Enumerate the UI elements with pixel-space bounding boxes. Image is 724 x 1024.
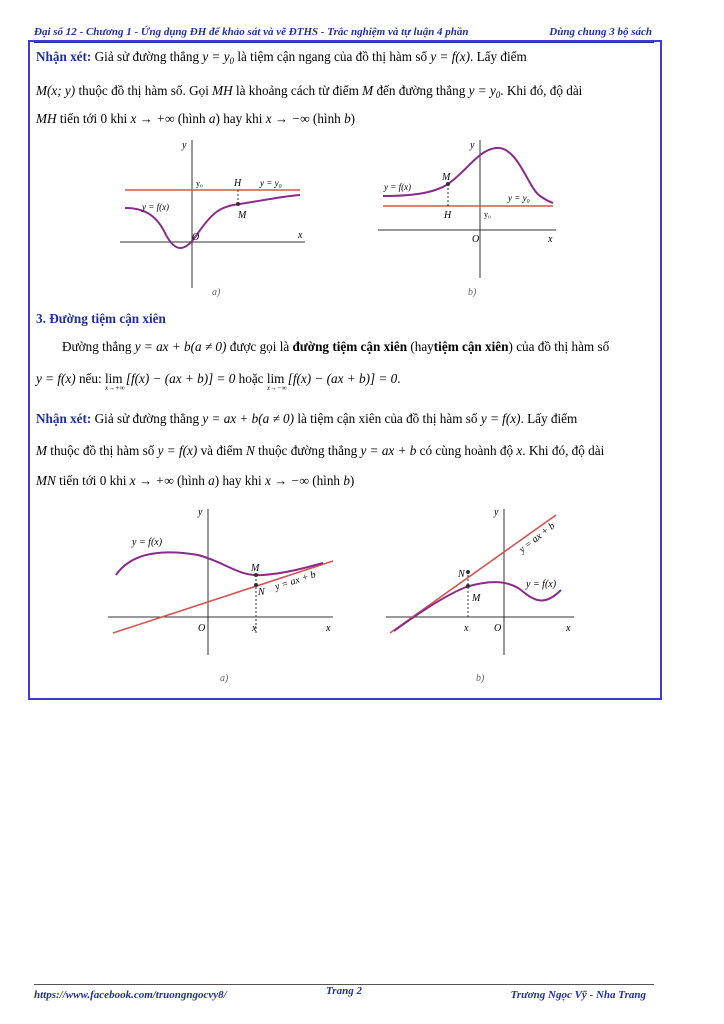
eq: y = y — [468, 83, 496, 98]
text: đến đường thẳng — [376, 83, 466, 98]
page-footer — [34, 984, 654, 1003]
eq: MN — [36, 473, 56, 488]
label-o: O — [472, 234, 480, 245]
text: . Lấy điểm — [520, 411, 578, 426]
label-fx: y = f(x) — [142, 202, 170, 212]
text: nếu: — [78, 371, 102, 386]
text: Giả sử đường thẳng — [94, 411, 200, 426]
label-n: N — [458, 569, 465, 580]
eq: y = f(x) — [430, 49, 470, 64]
text: ) — [350, 111, 356, 126]
label-y0: y₀ — [484, 210, 491, 219]
remark-1 — [36, 48, 656, 70]
text: ) hay khi — [214, 473, 262, 488]
label-m: M — [442, 172, 451, 183]
label-o: O — [198, 623, 206, 634]
text: thuộc đường thẳng — [258, 443, 358, 458]
eq: x — [516, 443, 523, 458]
label-m: M — [251, 563, 260, 574]
eq: x → +∞ — [130, 111, 175, 126]
label-y: y — [470, 140, 475, 151]
remark-2-line3 — [36, 472, 656, 490]
label-xval: x — [252, 623, 257, 634]
text: ) của đồ thị hàm số — [508, 339, 610, 354]
page-number: Trang 2 — [326, 985, 362, 997]
label-h: H — [234, 178, 242, 189]
footer-link[interactable]: https://www.facebook.com/truongngocvy8/ — [34, 989, 227, 1001]
eq: x → −∞ — [264, 473, 309, 488]
eq: a — [208, 111, 216, 126]
label-y0: y₀ — [196, 179, 203, 188]
label-y: y — [198, 507, 203, 518]
text: Đường thẳng — [62, 339, 132, 354]
text: đường tiệm cận xiên — [292, 339, 408, 354]
caption-b: b) — [476, 673, 485, 684]
text: là tiệm cận xiên của đồ thị hàm số — [297, 411, 478, 426]
eq: MH — [36, 111, 57, 126]
text: (hình — [177, 473, 205, 488]
text: được gọi là — [229, 339, 290, 354]
text: là tiệm cận ngang của đồ thị hàm số — [237, 49, 428, 64]
section3-line1 — [36, 338, 656, 356]
figure-1a — [120, 138, 310, 298]
label-o: O — [494, 623, 502, 634]
text: . — [397, 371, 401, 386]
eq: [f(x) − (ax + b)] = 0 — [287, 371, 398, 386]
text: tiến tới 0 khi — [59, 111, 128, 126]
limit-2 — [266, 370, 287, 392]
eq: MH — [212, 83, 233, 98]
asymptote-line — [113, 561, 333, 633]
label-x: x — [566, 623, 571, 634]
text: (hình — [312, 111, 341, 126]
text: là khoảng cách từ điểm — [235, 83, 359, 98]
caption-a: a) — [220, 673, 229, 684]
eq-y0: $y = y_0$ — [468, 83, 501, 100]
label-n: N — [258, 587, 265, 598]
eq: x→−∞ — [266, 384, 287, 392]
text: thuộc đồ thị hàm số — [50, 443, 155, 458]
label-fx: y = f(x) — [526, 579, 557, 590]
eq: b — [343, 473, 350, 488]
section-title: 3. Đường tiệm cận xiên — [36, 311, 166, 326]
label-x: x — [298, 230, 303, 241]
label-m: M — [238, 210, 247, 221]
eq: N — [246, 443, 255, 458]
figure-2a — [108, 505, 340, 690]
eq: y = f(x) — [157, 443, 198, 458]
text: (hình — [312, 473, 341, 488]
eq: y = y — [202, 49, 230, 64]
text: có cùng hoành độ — [419, 443, 514, 458]
text: ) hay khi — [215, 111, 263, 126]
remark-2 — [36, 410, 656, 428]
remark-1-line3 — [36, 110, 656, 128]
text: tiến tới 0 khi — [59, 473, 127, 488]
remark-2-line2 — [36, 442, 656, 460]
eq: y = ax + b — [360, 443, 417, 458]
header-title: Đại số 12 - Chương 1 - Ứng dụng ĐH để khảo sát và vẽ ĐTHS - Trắc nghiệm và tự luận 4 phần — [34, 26, 469, 38]
label-x: x — [548, 234, 553, 245]
label-line: y = ax + b — [517, 520, 558, 556]
label-fx: y = f(x) — [132, 537, 163, 548]
eq: a — [208, 473, 215, 488]
point-m — [466, 584, 470, 588]
eq: y = f(x) — [480, 411, 521, 426]
eq: M — [362, 83, 374, 98]
section3-line2 — [36, 370, 656, 392]
figure-2b — [386, 505, 578, 690]
text: . Lấy điểm — [470, 49, 527, 64]
eq-y0: $y = y_0$ — [202, 49, 235, 66]
text: hoặc — [238, 371, 264, 386]
text: . Khi đó, độ dài — [522, 443, 605, 458]
label-y: y — [182, 140, 187, 151]
text: tiệm cận xiên — [433, 339, 509, 354]
label-o: O — [192, 232, 200, 243]
label-m: M — [472, 593, 481, 604]
text: ) — [349, 473, 355, 488]
eq: y = f(x) — [36, 371, 76, 386]
label-x: x — [326, 623, 331, 634]
remark-label: Nhận xét: — [36, 411, 92, 426]
eq: [f(x) − (ax + b)] = 0 — [125, 371, 236, 386]
function-curve — [116, 552, 323, 575]
remark-label: Nhận xét: — [36, 49, 92, 64]
caption-a: a) — [212, 287, 221, 298]
label-line: y = ax + b — [273, 569, 318, 593]
text: (hay — [410, 339, 434, 354]
text: và điểm — [200, 443, 243, 458]
eq: x → −∞ — [265, 111, 310, 126]
eq: M — [36, 443, 47, 458]
label-xval: x — [464, 623, 469, 634]
label-y: y — [494, 507, 499, 518]
text: thuộc đồ thị hàm số. Gọi — [78, 83, 209, 98]
label-fx: y = f(x) — [384, 182, 412, 192]
text: (hình — [177, 111, 206, 126]
limit-1 — [104, 370, 125, 392]
point-m — [236, 202, 240, 206]
header-right: Dùng chung 3 bộ sách — [549, 26, 652, 38]
eq: y = ax + b(a ≠ 0) — [134, 339, 227, 354]
eq: x→+∞ — [104, 384, 125, 392]
eq: lim — [104, 371, 123, 386]
label-h: H — [444, 210, 452, 221]
footer-author: Trương Ngọc Vỹ - Nha Trang — [510, 989, 646, 1001]
text: Giả sử đường thẳng — [94, 49, 200, 64]
label-line: y = y₀ — [260, 178, 282, 188]
caption-b: b) — [468, 287, 477, 298]
text: . Khi đó, độ dài — [500, 83, 583, 98]
eq: x → +∞ — [129, 473, 174, 488]
label-line: y = y₀ — [508, 193, 530, 203]
eq: y = ax + b(a ≠ 0) — [202, 411, 295, 426]
eq: b — [344, 111, 351, 126]
remark-1-line2 — [36, 82, 656, 104]
figure-1b — [378, 138, 563, 298]
point-n — [466, 570, 470, 574]
eq: M(x; y) — [36, 83, 76, 98]
eq: lim — [266, 371, 285, 386]
